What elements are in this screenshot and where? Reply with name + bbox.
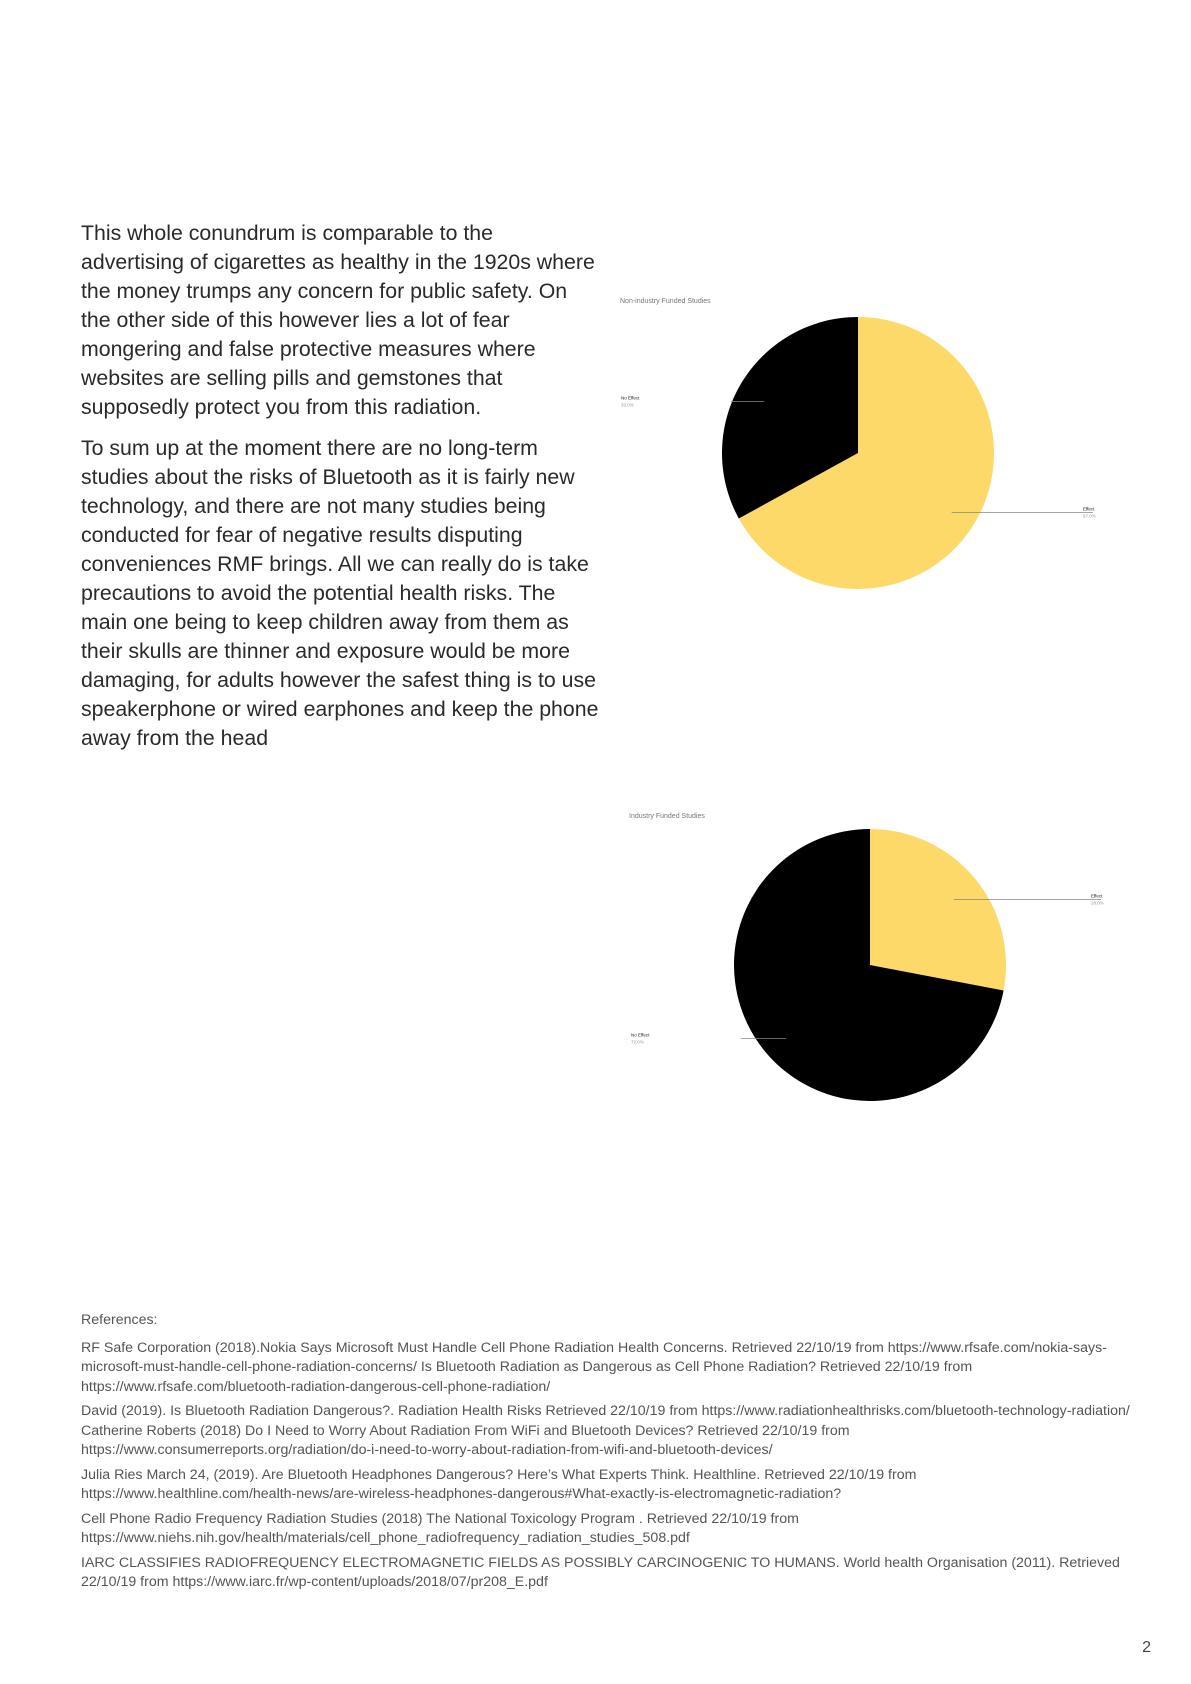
chart-title: Industry Funded Studies — [629, 813, 705, 820]
body-text — [81, 219, 601, 765]
pie-chart-non-industry-svg — [615, 290, 1115, 610]
pie-chart-industry — [625, 805, 1125, 1130]
pie-chart-industry-svg — [625, 805, 1125, 1125]
slice-label: Effect — [1083, 506, 1095, 512]
pie-slices — [734, 829, 1006, 1101]
reference-entry: RF Safe Corporation (2018).Nokia Says Microsoft Must Handle Cell Phone Radiation Health Concerns. Retrieved 22/10/19 from https://www.rfsafe.com/nokia-says-microsoft-must-handle-cell-phone-radiation-concerns/ Is Bluetooth Radiation as Dangerous as Cell Phone Radiation? Retrieved 22/10/19 from https://www.rfsafe.com/bluetooth-radiation-dangerous-cell-phone-radiation/ — [81, 1339, 1107, 1395]
reference-entry: David (2019). Is Bluetooth Radiation Dangerous?. Radiation Health Risks Retrieved 22/10/19 from https://www.radiationhealthrisks.com/bluetooth-technology-radiation/ Catherine Roberts (2018) Do I Need to Worry About Radiation From WiFi and Bluetooth Devices? Retrieved 22/10/19 from https://www.consumerreports.org/radiation/do-i-need-to-worry-about-radiation-from-wifi-and-bluetooth-devices/ — [81, 1403, 1130, 1458]
body-paragraph-2: To sum up at the moment there are no long-term studies about the risks of Bluetooth as it is fairly new technology, and there are not many studies being conducted for fear of negative results disputing conveniences RMF brings. All we can really do is take precautions to avoid the potential health risks. The main one being to keep children away from them as their skulls are thinner and exposure would be more damaging, for adults however the safest thing is to use speakerphone or wired earphones and keep the phone away from the head — [81, 436, 599, 750]
slice-percent: 72.0% — [631, 1039, 644, 1045]
slice-label: No Effect — [621, 395, 640, 401]
slice-label: Effect — [1091, 893, 1103, 899]
slice-percent: 28.0% — [1091, 900, 1104, 906]
body-paragraph-1: This whole conundrum is comparable to the advertising of cigarettes as healthy in the 1920s where the money trumps any concern for public safety. On the other side of this however lies a lot of fear mongering and false protective measures where websites are selling pills and gemstones that supposedly protect you from this radiation. — [81, 221, 595, 419]
chart-title: Non-industry Funded Studies — [620, 298, 711, 305]
reference-entry: Cell Phone Radio Frequency Radiation Studies (2018) The National Toxicology Program . Retrieved 22/10/19 from https://www.niehs.nih.gov/health/materials/cell_phone_radiofrequency_radiation_studies_508.pdf — [81, 1510, 799, 1546]
page-number: 2 — [1142, 1639, 1151, 1656]
references-section — [81, 1311, 1131, 1598]
slice-percent: 33.0% — [621, 402, 634, 408]
slice-percent: 67.0% — [1083, 513, 1096, 519]
reference-entry: Julia Ries March 24, (2019). Are Bluetooth Headphones Dangerous? Here’s What Experts Think. Healthline. Retrieved 22/10/19 from https://www.healthline.com/health-news/are-wireless-headphones-dangerous#What-exactly-is-electromagnetic-radiation? — [81, 1466, 917, 1502]
slice-label: No Effect — [631, 1032, 650, 1038]
references-heading: References: — [81, 1312, 158, 1328]
pie-slices — [722, 317, 994, 589]
reference-entry: IARC CLASSIFIES RADIOFREQUENCY ELECTROMAGNETIC FIELDS AS POSSIBLY CARCINOGENIC TO HUMANS. World health Organisation (2011). Retrieved 22/10/19 from https://www.iarc.fr/wp-content/uploads/2018/07/pr208_E.pdf — [81, 1554, 1120, 1590]
pie-slice-effect — [870, 829, 1006, 990]
pie-chart-non-industry — [615, 290, 1115, 615]
